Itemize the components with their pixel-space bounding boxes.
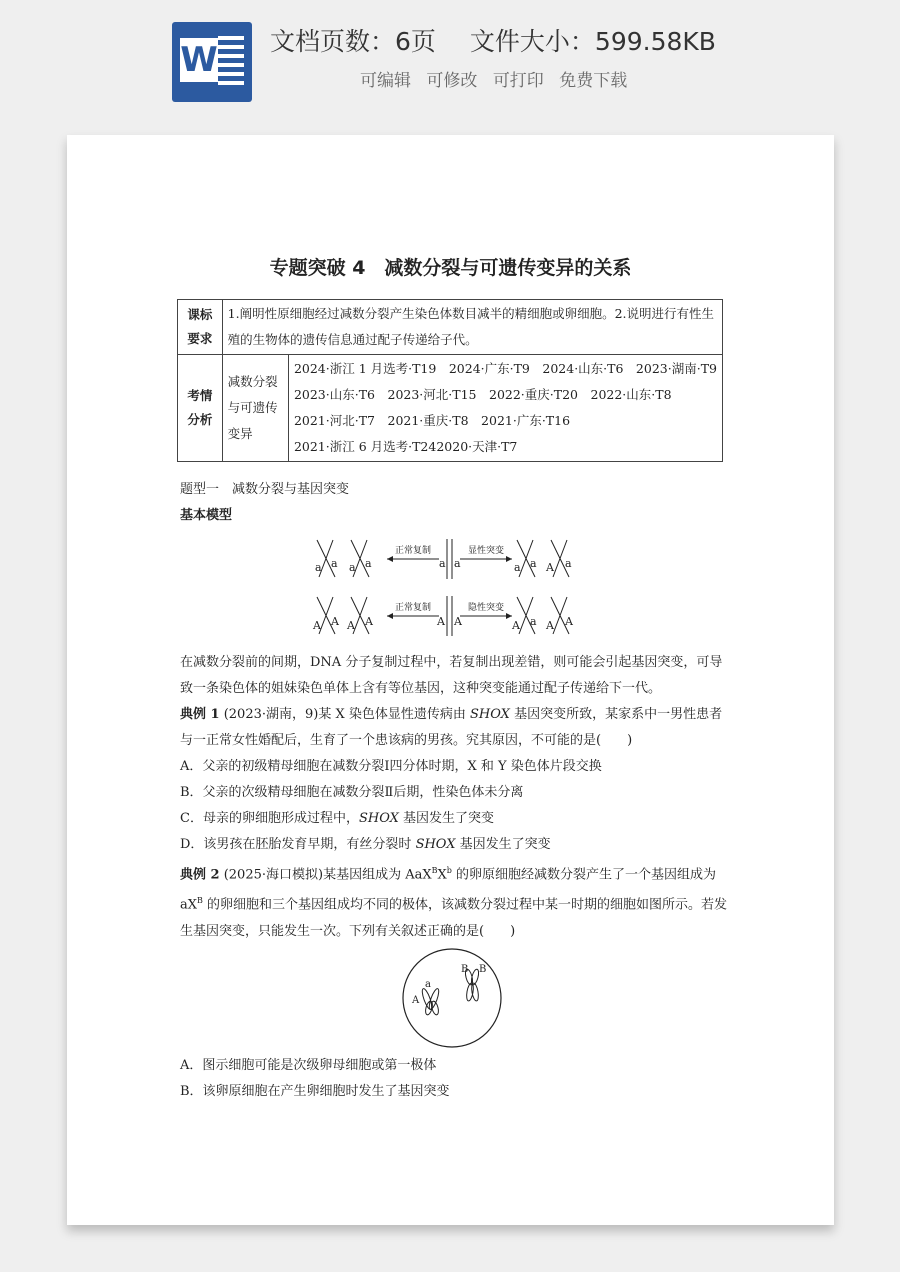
exam-line: 2024·浙江 1 月选考·T19 2024·广东·T9 2024·山东·T6 2023·湖南·T9 xyxy=(293,361,717,376)
example-label: 典例 1 xyxy=(180,707,220,722)
gene-label: a xyxy=(565,557,572,570)
gene-label: a xyxy=(530,557,537,570)
file-size: 文件大小：599.58KB xyxy=(469,27,716,56)
option-a: A．图示细胞可能是次级卵母细胞或第一极体 xyxy=(180,1058,437,1073)
option-a: A．父亲的初级精母细胞在减数分裂Ⅰ四分体时期，X 和 Y 染色体片段交换 xyxy=(180,759,602,774)
example-source: (2023·湖南，9) xyxy=(219,707,319,722)
superscript: B xyxy=(431,866,438,875)
table-cell-exams xyxy=(288,355,722,462)
option-b: B．该卵原细胞在产生卵细胞时发生了基因突变 xyxy=(180,1084,450,1099)
stem-text: 某 X 染色体显性遗传病由 xyxy=(318,707,470,722)
gene-label: a xyxy=(365,557,372,570)
document-page xyxy=(67,135,834,1225)
gene-name: SHOX xyxy=(470,707,510,722)
gene-label: a xyxy=(425,979,431,990)
option-c xyxy=(180,806,728,832)
gene-label: A xyxy=(437,615,445,628)
gene-label: A xyxy=(313,619,321,632)
stem-text: 的卵细胞和三个基因组成均不同的极体，该减数分裂过程中某一时期的细胞如图所示。若发生基因突变，只能发生一次。下列有关叙述正确的是( ) xyxy=(180,897,728,939)
gene-label: A xyxy=(546,561,554,574)
label-recessive-mutation: 隐性突变 xyxy=(468,603,505,613)
gene-label: a xyxy=(530,615,537,628)
superscript: B xyxy=(197,896,203,906)
stem-text: 的卵原细胞经减数分裂产生了一个基因组成为 aX xyxy=(180,867,717,913)
exam-line: 2021·河北·T7 2021·重庆·T8 2021·广东·T16 xyxy=(293,413,571,428)
option-text: 基因发生了突变 xyxy=(455,837,551,852)
label-normal-copy: 正常复制 xyxy=(395,546,432,556)
option-d xyxy=(180,832,728,858)
label-dominant-mutation: 显性突变 xyxy=(468,546,505,556)
page-count: 文档页数：6页 xyxy=(270,27,436,56)
download-banner xyxy=(0,0,900,120)
gene-label: a xyxy=(315,561,322,574)
exam-line: 2023·山东·T6 2023·河北·T15 2022·重庆·T20 2022·山东·T8 xyxy=(293,387,672,402)
table-cell-topic: 减数分裂与可遗传变异 xyxy=(222,355,288,462)
example-two-options xyxy=(180,1053,728,1105)
table-row xyxy=(178,355,723,462)
label-normal-copy: 正常复制 xyxy=(395,603,432,613)
exam-line: 2021·浙江 6 月选考·T242020·天津·T7 xyxy=(293,439,518,454)
stem-text: 某基因组成为 AaX xyxy=(323,867,432,883)
gene-label: a xyxy=(331,557,338,570)
gene-label: a xyxy=(514,561,521,574)
stem-text: 基因突变所致，某家系中一男性患者与一正常女性婚配后，生育了一个患该病的男孩。究其原因，不可能的是( ) xyxy=(180,707,723,748)
table-head-standard: 课标要求 xyxy=(178,300,223,355)
gene-label: A xyxy=(454,615,462,628)
option-text: D．该男孩在胚胎发育早期，有丝分裂时 xyxy=(180,837,416,852)
feature-free-download: 免费下载 xyxy=(559,71,628,91)
mutation-model-diagram xyxy=(307,535,597,645)
gene-label: a xyxy=(439,557,446,570)
subheading-basic-model: 基本模型 xyxy=(180,508,233,523)
gene-name: SHOX xyxy=(415,837,456,852)
gene-label: a xyxy=(349,561,356,574)
table-row xyxy=(178,300,723,355)
gene-label: A xyxy=(412,995,420,1006)
gene-label: A xyxy=(565,615,573,628)
page-title: 专题突破 4 减数分裂与可遗传变异的关系 xyxy=(269,257,632,279)
main-content xyxy=(180,650,728,945)
feature-modifiable: 可修改 xyxy=(426,71,478,91)
example-source: (2025·海口模拟) xyxy=(219,867,324,883)
banner-title xyxy=(270,22,750,58)
section-type-one xyxy=(180,477,728,529)
gene-name: SHOX xyxy=(358,811,399,826)
example-two-stem xyxy=(180,858,728,945)
feature-printable: 可打印 xyxy=(492,71,544,91)
paragraph-mutation: 在减数分裂前的间期，DNA 分子复制过程中，若复制出现差错，则可能会引起基因突变，可导致一条染色体的姐妹染色单体上含有等位基因，这种突变能通过配子传递给下一代。 xyxy=(180,655,723,696)
section-heading: 题型一 减数分裂与基因突变 xyxy=(180,482,350,497)
feature-editable: 可编辑 xyxy=(360,71,411,91)
gene-label: A xyxy=(331,615,339,628)
table-cell-standard: 1.阐明性原细胞经过减数分裂产生染色体数目减半的精细胞或卵细胞。2.说明进行有性生殖的生物体的遗传信息通过配子传递给子代。 xyxy=(222,300,722,355)
option-b: B．父亲的次级精母细胞在减数分裂Ⅱ后期，性染色体未分离 xyxy=(180,785,524,800)
gene-label: A xyxy=(347,619,355,632)
example-label: 典例 2 xyxy=(180,867,220,883)
gene-label: A xyxy=(546,619,554,632)
option-text: C．母亲的卵细胞形成过程中， xyxy=(180,811,359,826)
stem-text: X xyxy=(437,867,447,883)
example-one-stem xyxy=(180,702,728,754)
gene-label: B xyxy=(479,964,487,975)
table-head-analysis: 考情分析 xyxy=(178,355,223,462)
option-text: 基因发生了突变 xyxy=(398,811,495,826)
requirements-table xyxy=(177,299,723,462)
feature-list xyxy=(360,66,637,91)
cell-diagram xyxy=(397,947,507,1049)
gene-label: a xyxy=(454,557,461,570)
gene-label: A xyxy=(512,619,520,632)
gene-label: A xyxy=(365,615,373,628)
gene-label: B xyxy=(461,964,469,975)
superscript: b xyxy=(446,866,452,875)
word-document-icon: W xyxy=(172,22,252,102)
